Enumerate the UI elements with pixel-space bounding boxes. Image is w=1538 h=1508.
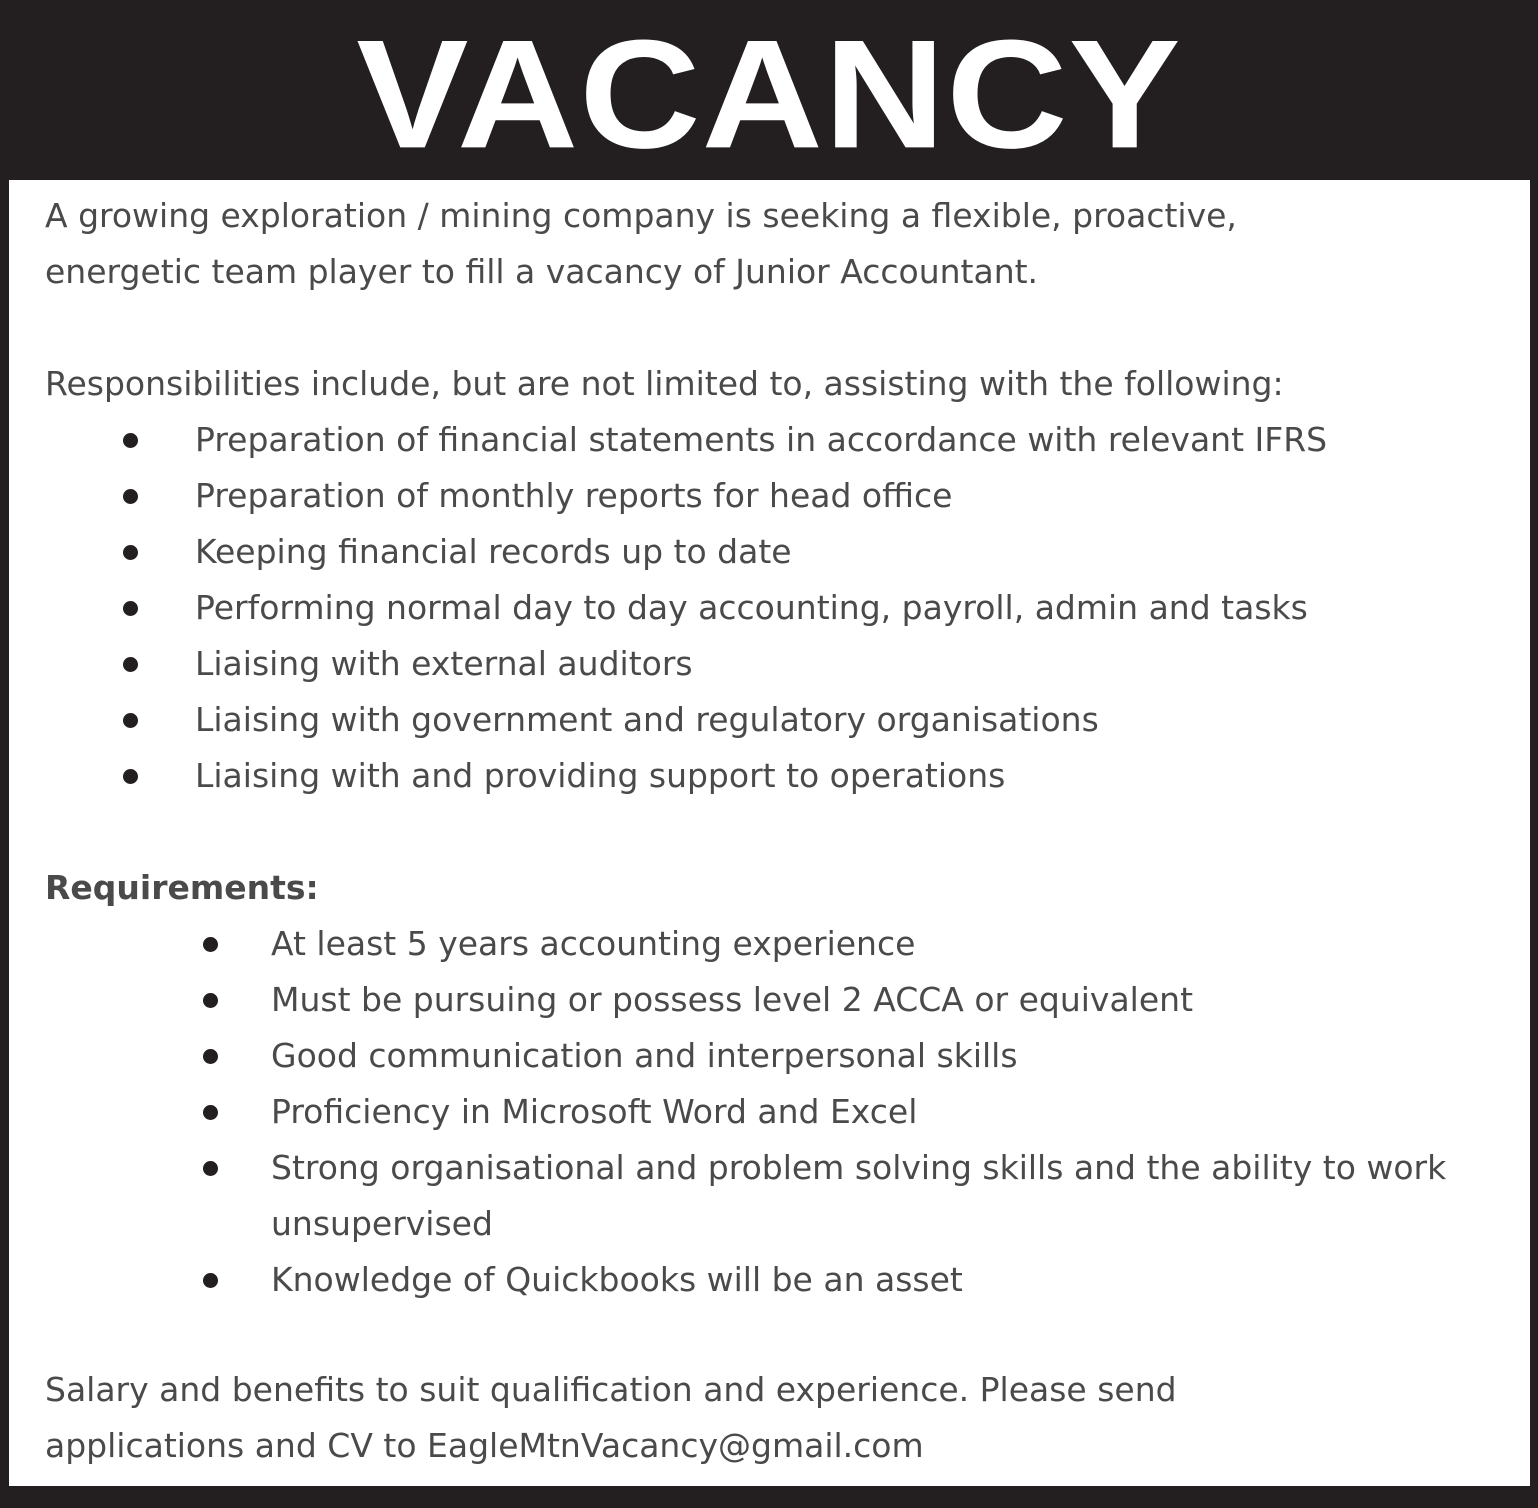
list-item-text: Proficiency in Microsoft Word and Excel [271,1092,918,1131]
list-item [195,748,1515,804]
closing-line-1: Salary and benefits to suit qualification and experience. Please send [45,1370,1177,1409]
list-item-text: Keeping financial records up to date [195,532,792,571]
list-item [195,468,1515,524]
intro-paragraph [45,188,1505,300]
list-item-text: Liaising with external auditors [195,644,693,683]
bullet-icon [123,769,138,784]
bullet-icon [123,545,138,560]
list-item-text: Liaising with government and regulatory organisations [195,700,1099,739]
list-item [271,916,1511,972]
bullet-icon [203,993,218,1008]
bullet-icon [203,1049,218,1064]
header-banner [0,0,1538,180]
intro-line-2: energetic team player to fill a vacancy of Junior Accountant. [45,252,1039,291]
list-item-text: Preparation of monthly reports for head office [195,476,953,515]
list-item-text: Knowledge of Quickbooks will be an asset [271,1260,963,1299]
list-item-text: Performing normal day to day accounting, payroll, admin and tasks [195,588,1308,627]
responsibilities-heading: Responsibilities include, but are not limited to, assisting with the following: [45,364,1284,403]
bullet-icon [203,1273,218,1288]
page-title: VACANCY [356,7,1182,181]
bullet-icon [203,1105,218,1120]
intro-line-1: A growing exploration / mining company is seeking a flexible, proactive, [45,196,1237,235]
content-panel [9,180,1530,1486]
list-item [195,580,1515,636]
list-item-text: Liaising with and providing support to operations [195,756,1006,795]
list-item [271,972,1511,1028]
list-item-text: Good communication and interpersonal skills [271,1036,1018,1075]
list-item [195,524,1515,580]
bullet-icon [123,657,138,672]
closing-line-2: applications and CV to EagleMtnVacancy@gmail.com [45,1426,924,1465]
bullet-icon [203,937,218,952]
list-item [271,1140,1511,1252]
requirements-list [271,916,1511,1308]
list-item-text: Must be pursuing or possess level 2 ACCA or equivalent [271,980,1194,1019]
list-item [195,636,1515,692]
requirements-heading: Requirements: [45,868,319,907]
list-item-text: Preparation of financial statements in accordance with relevant IFRS [195,420,1328,459]
list-item [195,412,1515,468]
list-item [271,1084,1511,1140]
list-item [271,1252,1511,1308]
list-item [271,1028,1511,1084]
bullet-icon [203,1161,218,1176]
list-item [195,692,1515,748]
bullet-icon [123,601,138,616]
list-item-text: At least 5 years accounting experience [271,924,916,963]
list-item-text: Strong organisational and problem solving skills and the ability to work unsupervised [271,1148,1447,1243]
bullet-icon [123,433,138,448]
closing-paragraph [45,1362,1505,1474]
bullet-icon [123,713,138,728]
bullet-icon [123,489,138,504]
responsibilities-list [195,412,1515,804]
